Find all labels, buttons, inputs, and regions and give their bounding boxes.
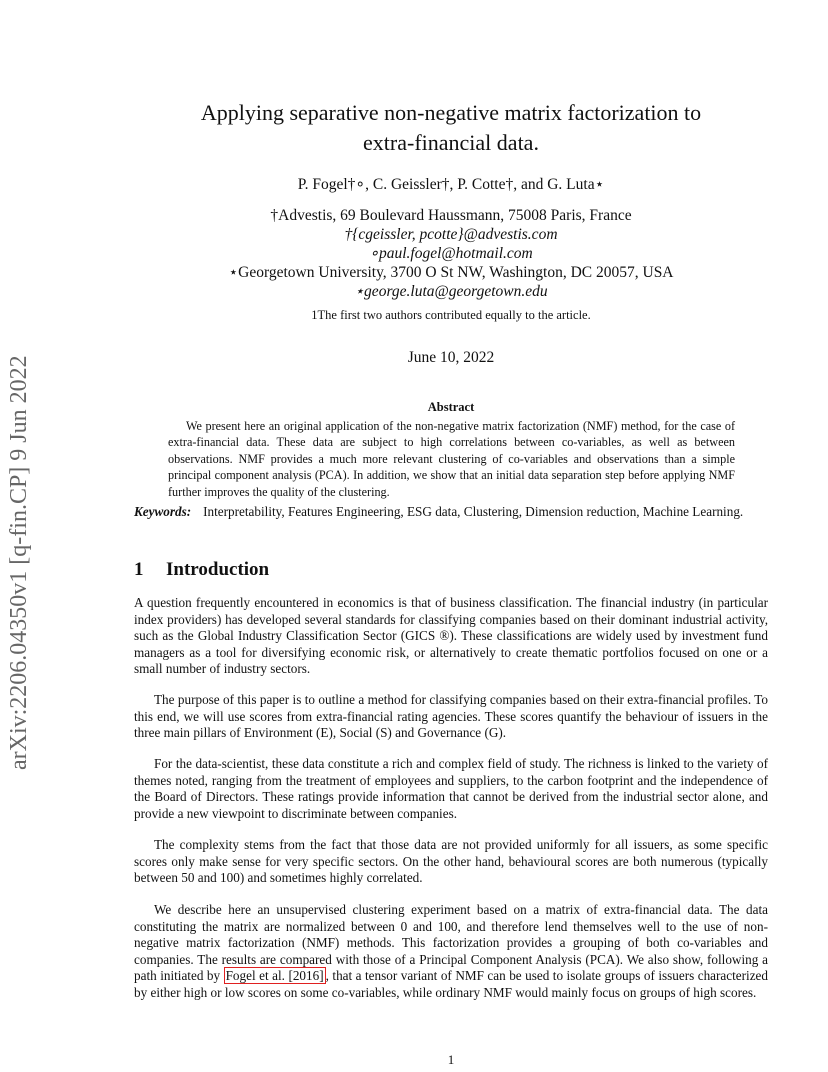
title-line-1: Applying separative non-negative matrix factorization to — [200, 100, 702, 125]
arxiv-sidebar-id: arXiv:2206.04350v1 [q-fin.CP] 9 Jun 2022 — [6, 355, 32, 770]
intro-paragraph-5 — [134, 902, 768, 1002]
section-title: Introduction — [166, 559, 270, 580]
title-line-2: extra-financial data. — [363, 130, 539, 155]
email-luta — [134, 282, 768, 301]
email-advestis — [134, 225, 768, 244]
keywords-label: Keywords: — [134, 504, 192, 519]
section-number: 1 — [134, 559, 144, 580]
abstract-heading: Abstract — [427, 400, 475, 414]
author-list: P. Fogel†∘, C. Geissler†, P. Cotte†, and G. Luta⋆ — [297, 176, 605, 193]
paper-title — [134, 98, 768, 158]
email-advestis-text: †{cgeissler, pcotte}@advestis.com — [344, 226, 558, 243]
keywords — [134, 503, 768, 520]
section-heading-introduction — [134, 559, 768, 581]
page-number: 1 — [447, 1052, 455, 1067]
intro-paragraph-4: The complexity stems from the fact that those data are not provided uniformly for all issuers, as some specific scores only make sense for very specific sectors. On the other hand, behavioural scores are both numerous (typically between 50 and 100) and sometimes highly correlated. — [134, 837, 768, 886]
intro-p5-text-a: We describe here an unsupervised clustering experiment based on a matrix of extra-financial data. The data constituting the matrix are normalized between 0 and 100, and therefore lend themselves well to the use of non-negative matrix factorization (NMF) methods. This factorization provides a grouping of both co-variables and companies. The results are compared with those of a Principal Component Analysis (PCA). We also show, following a path initiated by — [134, 902, 768, 984]
paper-date: June 10, 2022 — [407, 349, 495, 366]
author-footnote: 1The first two authors contributed equally to the article. — [311, 308, 591, 322]
keywords-text: Interpretability, Features Engineering, ESG data, Clustering, Dimension reduction, Machine Learning. — [203, 504, 744, 519]
email-luta-text: ⋆george.luta@georgetown.edu — [354, 283, 548, 300]
affiliation-georgetown: ⋆Georgetown University, 3700 O St NW, Washington, DC 20057, USA — [228, 264, 674, 281]
email-fogel — [134, 244, 768, 263]
citation-link[interactable]: Fogel et al. [2016] — [225, 968, 324, 984]
email-fogel-text: ∘paul.fogel@hotmail.com — [369, 245, 533, 262]
affiliation-advestis: †Advestis, 69 Boulevard Haussmann, 75008 Paris, France — [270, 207, 632, 224]
intro-paragraph-2: The purpose of this paper is to outline a method for classifying companies based on their extra-financial profiles. To this end, we will use scores from extra-financial rating agencies. These scores quantify the behaviour of issuers in the three main pillars of Environment (E), Social (S) and Governance (G). — [134, 692, 768, 741]
intro-paragraph-1: A question frequently encountered in economics is that of business classification. The financial industry (in particular index providers) has developed several standards for classifying companies based on their dominant industrial activity, such as the Global Industry Classification Sector (GICS ®). These classifications are widely used by investment fund managers as a tool for diversifying economic risk, or alternatively to create thematic portfolios focused on one or a small number of industry sectors. — [134, 595, 768, 677]
abstract-text: We present here an original application of the non-negative matrix factorization (NMF) method, for the case of extra-financial data. These data are subject to high correlations between co-variables, as well as between observations. NMF provides a much more relevant clustering of co-variables and observations than a simple principal component analysis (PCA). In addition, we show that an initial data separation step before applying NMF further improves the quality of the clustering. — [168, 419, 735, 499]
intro-p5-text-b: , that a tensor variant of NMF can be used to isolate groups of issuers characterized by either high or low scores on some co-variables, while ordinary NMF would mainly focus on groups of high scores. — [134, 968, 768, 1000]
intro-paragraph-3: For the data-scientist, these data constitute a rich and complex field of study. The richness is linked to the variety of themes noted, ranging from the treatment of employees and suppliers, to the carbon footprint and the independence of the Board of Directors. These ratings provide information that cannot be derived from the industrial sector alone, and provide a new viewpoint to discriminate between companies. — [134, 756, 768, 821]
